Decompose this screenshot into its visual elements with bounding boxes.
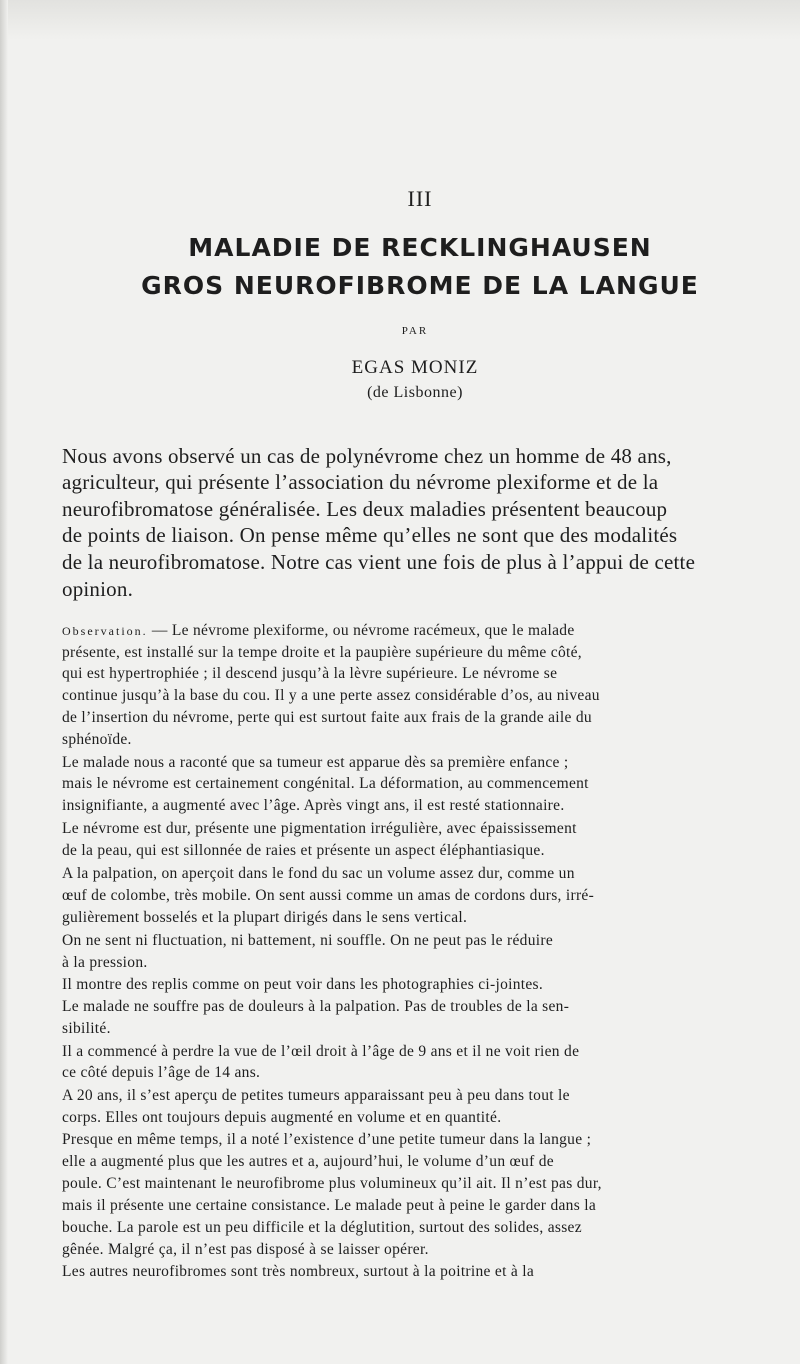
body-line: Le malade nous a raconté que sa tumeur est apparue dès sa première enfance ;	[62, 754, 569, 771]
body-line: Le malade ne souffre pas de douleurs à la palpation. Pas de troubles de la sen-	[62, 998, 570, 1015]
body-line: corps. Elles ont toujours depuis augmenté en volume et en quantité.	[62, 1109, 502, 1126]
author-name: EGAS MONIZ	[351, 357, 479, 378]
body-line: Il a commencé à perdre la vue de l’œil droit à l’âge de 9 ans et il ne voit rien de	[62, 1043, 580, 1060]
page-shadow-top	[0, 0, 800, 40]
body-line: gênée. Malgré ça, il n’est pas disposé à se laisser opérer.	[62, 1241, 429, 1258]
intro-line: agriculteur, qui présente l’association du névrome plexiforme et de la	[62, 470, 659, 494]
body-line: poule. C’est maintenant le neurofibrome plus volumineux qu’il ait. Il n’est pas dur,	[62, 1175, 602, 1192]
body-line: de la peau, qui est sillonnée de raies et présente un aspect éléphantiasique.	[62, 842, 545, 859]
body-line: sphénoïde.	[62, 731, 132, 748]
body-line: Il montre des replis comme on peut voir dans les photographies ci-jointes.	[62, 976, 544, 993]
body-line: sibilité.	[62, 1020, 111, 1037]
intro-line: Nous avons observé un cas de polynévrome chez un homme de 48 ans,	[62, 444, 672, 468]
observation-line-1	[62, 622, 575, 640]
body-line: gulièrement bosselés et la plupart dirigés dans le sens vertical.	[62, 909, 468, 926]
title-line-1: MALADIE DE RECKLINGHAUSEN	[188, 233, 652, 262]
body-line: elle a augmenté plus que les autres et a, aujourd’hui, le volume d’un œuf de	[62, 1153, 554, 1170]
body-line: Le névrome est dur, présente une pigmentation irrégulière, avec épaississement	[62, 820, 577, 837]
intro-line: de points de liaison. On pense même qu’elles ne sont que des modalités	[62, 523, 678, 547]
body-line: Presque en même temps, il a noté l’existence d’une petite tumeur dans la langue ;	[62, 1131, 592, 1148]
body-line: qui est hypertrophiée ; il descend jusqu’à la lèvre supérieure. Le névrome se	[62, 665, 558, 682]
body-line: A 20 ans, il s’est aperçu de petites tumeurs apparaissant peu à peu dans tout le	[62, 1087, 570, 1104]
body-line: de l’insertion du névrome, perte qui est surtout faite aux frais de la grande aile du	[62, 709, 592, 726]
body-line: continue jusqu’à la base du cou. Il y a une perte assez considérable d’os, au niveau	[62, 687, 600, 704]
chapter-numeral: III	[407, 186, 433, 211]
body-line: Les autres neurofibromes sont très nombreux, surtout à la poitrine et à la	[62, 1263, 535, 1280]
intro-line: opinion.	[62, 577, 134, 601]
body-line: A la palpation, on aperçoit dans le fond du sac un volume assez dur, comme un	[62, 865, 575, 882]
body-line: à la pression.	[62, 954, 148, 971]
body-line: œuf de colombe, très mobile. On sent aussi comme un amas de cordons durs, irré-	[62, 887, 595, 904]
body-line: mais le névrome est certainement congénital. La déformation, au commencement	[62, 775, 589, 792]
body-line: ce côté depuis l’âge de 14 ans.	[62, 1064, 261, 1081]
body-line: On ne sent ni fluctuation, ni battement, ni souffle. On ne peut pas le réduire	[62, 932, 554, 949]
title-line-2: GROS NEUROFIBROME DE LA LANGUE	[141, 271, 699, 300]
body-line: présente, est installé sur la tempe droite et la paupière supérieure du même côté,	[62, 644, 582, 661]
by-label: PAR	[401, 325, 429, 337]
body-line: mais il présente une certaine consistance. Le malade peut à peine le garder dans la	[62, 1197, 597, 1214]
author-affiliation: (de Lisbonne)	[367, 384, 463, 401]
intro-line: neurofibromatose généralisée. Les deux maladies présentent beaucoup	[62, 497, 668, 521]
intro-line: de la neurofibromatose. Notre cas vient une fois de plus à l’appui de cette	[62, 550, 696, 574]
observation-label: Observation.	[62, 624, 148, 638]
body-line: bouche. La parole est un peu difficile et la déglutition, surtout des solides, assez	[62, 1219, 582, 1236]
observation-text: — Le névrome plexiforme, ou névrome racémeux, que le malade	[151, 622, 575, 639]
body-line: insignifiante, a augmenté avec l’âge. Après vingt ans, il est resté stationnaire.	[62, 797, 565, 814]
